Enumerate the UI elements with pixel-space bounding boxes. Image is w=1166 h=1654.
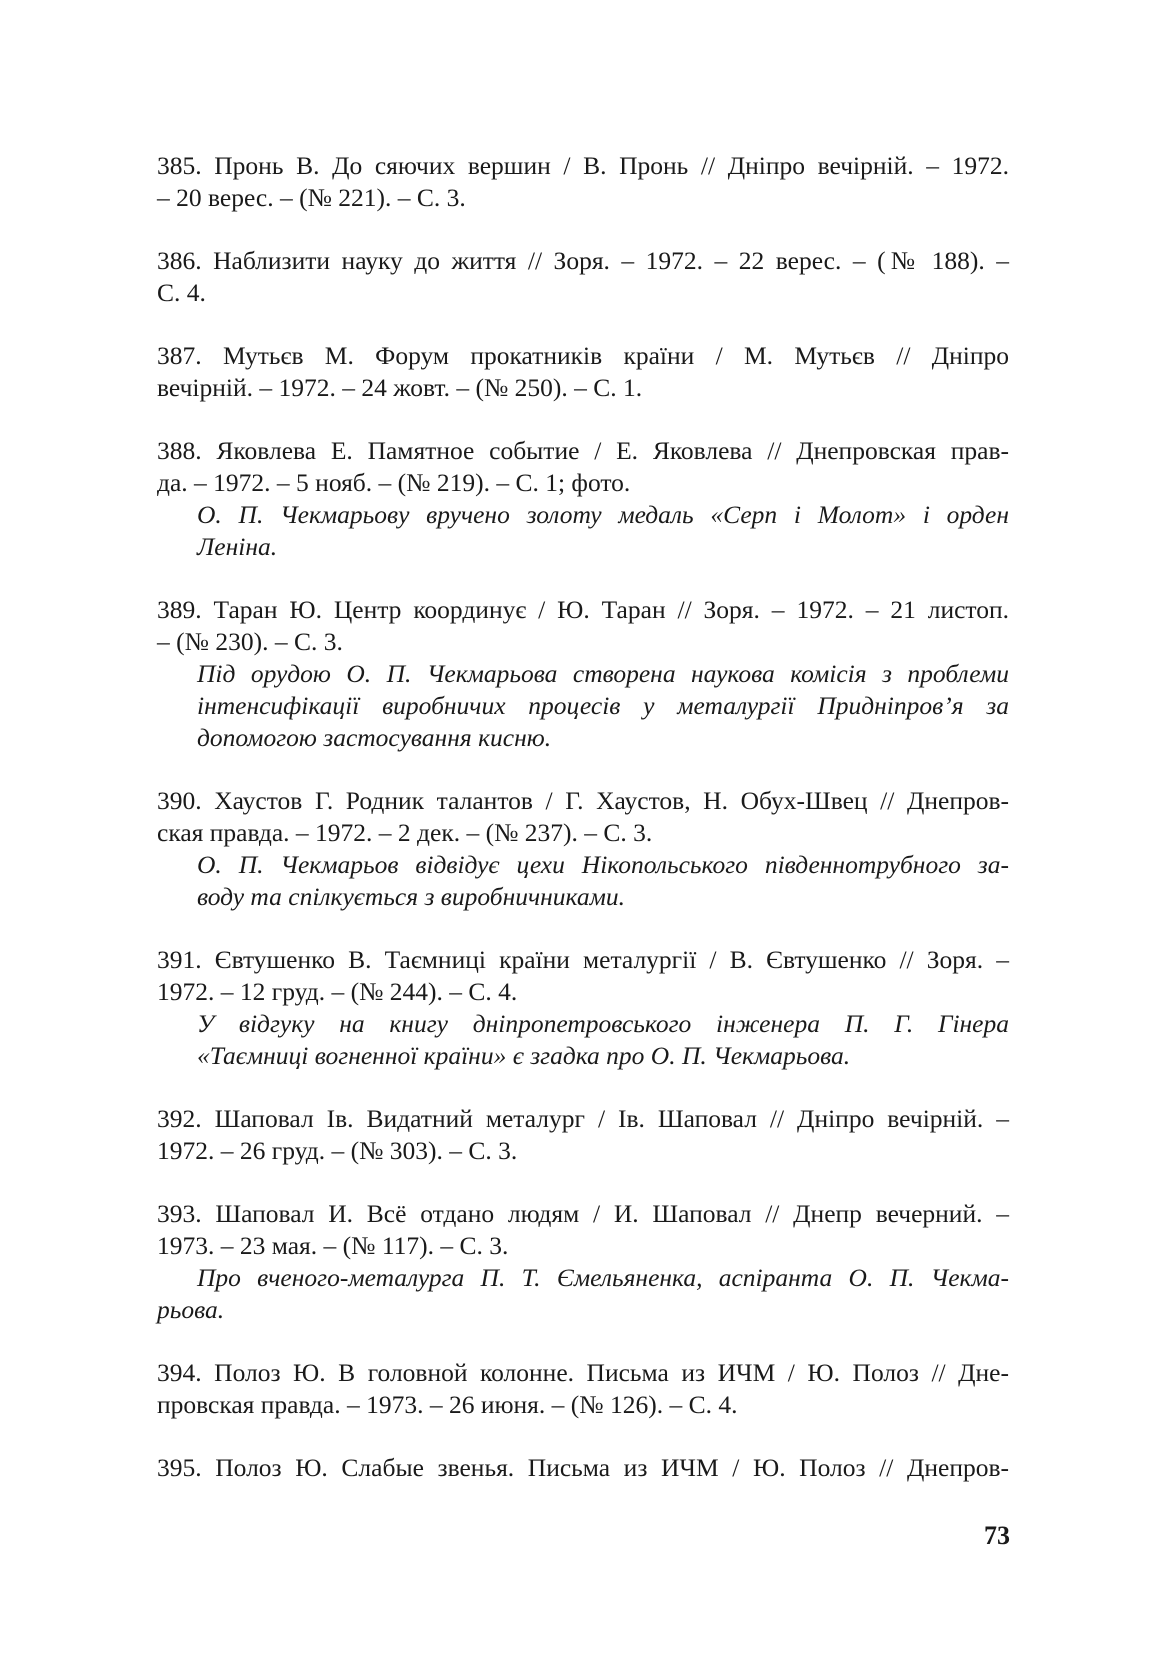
entry-annotation-line: допомогою застосування кисню. xyxy=(197,723,552,752)
entry-text-line: 392. Шаповал Ів. Видатний металург / Ів. Шаповал // Дніпро вечірній. – xyxy=(157,1104,1009,1133)
entry-text-line: 388. Яковлева Е. Памятное событие / Е. Яковлева // Днепровская прав- xyxy=(157,436,1009,465)
entry-text-line: 394. Полоз Ю. В головной колонне. Письма из ИЧМ / Ю. Полоз // Дне- xyxy=(157,1358,1009,1387)
entry-text-line: 386. Наблизити науку до життя // Зоря. – 1972. – 22 верес. – (№ 188). – xyxy=(157,246,1009,275)
bibliography-entry-391 xyxy=(157,944,1009,1072)
bibliography-entry-395 xyxy=(157,1452,1009,1484)
entry-annotation-line: Про вченого-металурга П. Т. Ємельяненка, аспіранта О. П. Чекма- xyxy=(197,1263,1009,1292)
entry-text-line: 1972. – 26 груд. – (№ 303). – С. 3. xyxy=(157,1136,518,1165)
entry-text-line: 389. Таран Ю. Центр координує / Ю. Таран // Зоря. – 1972. – 21 листоп. xyxy=(157,595,1009,624)
entry-annotation-line: О. П. Чекмарьову вручено золоту медаль «Серп і Молот» і орден xyxy=(197,500,1009,529)
entry-text-line: да. – 1972. – 5 нояб. – (№ 219). – С. 1; фото. xyxy=(157,468,631,497)
entry-text-line: С. 4. xyxy=(157,278,206,307)
page-number: 73 xyxy=(984,1521,1010,1550)
entry-annotation-line: У відгуку на книгу дніпропетровського інженера П. Г. Гінера xyxy=(197,1009,1009,1038)
entry-text-line: 1972. – 12 груд. – (№ 244). – С. 4. xyxy=(157,977,518,1006)
entry-text-line: 391. Євтушенко В. Таємниці країни металургії / В. Євтушенко // Зоря. – xyxy=(157,945,1009,974)
entry-annotation-line: «Таємниці вогненної країни» є згадка про О. П. Чекмарьова. xyxy=(197,1041,851,1070)
bibliography-list xyxy=(157,150,1009,1515)
entry-annotation-line: інтенсифікації виробничих процесів у металургії Придніпров’я за xyxy=(197,691,1009,720)
entry-annotation-line: Леніна. xyxy=(197,532,278,561)
entry-text-line: – (№ 230). – С. 3. xyxy=(157,627,343,656)
entry-text-line: 390. Хаустов Г. Родник талантов / Г. Хаустов, Н. Обух-Швец // Днепров- xyxy=(157,786,1009,815)
bibliography-entry-387 xyxy=(157,340,1009,404)
bibliography-entry-386 xyxy=(157,245,1009,309)
bibliography-entry-390 xyxy=(157,785,1009,913)
bibliography-entry-388 xyxy=(157,435,1009,563)
bibliography-entry-389 xyxy=(157,594,1009,754)
entry-text-line: 385. Пронь В. До сяючих вершин / В. Пронь // Дніпро вечірній. – 1972. xyxy=(157,151,1009,180)
entry-annotation-line: О. П. Чекмарьов відвідує цехи Нікопольського південнотрубного за- xyxy=(197,850,1009,879)
bibliography-entry-392 xyxy=(157,1103,1009,1167)
entry-text-line: 387. Мутьєв М. Форум прокатників країни / М. Мутьєв // Дніпро xyxy=(157,341,1009,370)
entry-annotation-line: Під орудою О. П. Чекмарьова створена наукова комісія з проблеми xyxy=(197,659,1009,688)
entry-text-line: – 20 верес. – (№ 221). – С. 3. xyxy=(157,183,466,212)
entry-text-line: 393. Шаповал И. Всё отдано людям / И. Шаповал // Днепр вечерний. – xyxy=(157,1199,1009,1228)
bibliography-entry-394 xyxy=(157,1357,1009,1421)
bibliography-entry-393 xyxy=(157,1198,1009,1326)
entry-text-line: 1973. – 23 мая. – (№ 117). – С. 3. xyxy=(157,1231,509,1260)
entry-text-line: провская правда. – 1973. – 26 июня. – (№ 126). – С. 4. xyxy=(157,1390,738,1419)
entry-annotation-line: воду та спілкується з виробничниками. xyxy=(197,882,625,911)
bibliography-entry-385 xyxy=(157,150,1009,214)
entry-text-line: вечірній. – 1972. – 24 жовт. – (№ 250). – С. 1. xyxy=(157,373,643,402)
entry-text-line: ская правда. – 1972. – 2 дек. – (№ 237). – С. 3. xyxy=(157,818,653,847)
entry-annotation-line: рьова. xyxy=(157,1295,225,1324)
entry-text-line: 395. Полоз Ю. Слабые звенья. Письма из ИЧМ / Ю. Полоз // Днепров- xyxy=(157,1453,1009,1482)
